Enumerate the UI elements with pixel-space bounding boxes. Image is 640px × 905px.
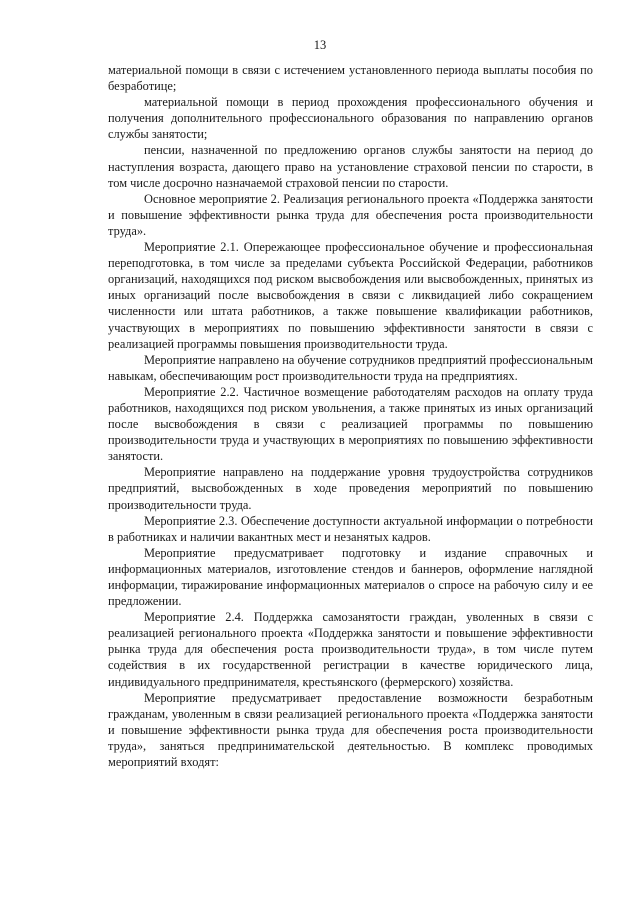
- paragraph: Мероприятие направлено на поддержание уровня трудоустройства сотрудников предприятий, высвобожденных в ходе проведения мероприятий по повышению производительности труда.: [108, 465, 593, 512]
- paragraph: Мероприятие предусматривает предоставление возможности безработным гражданам, уволенным в связи реализацией регионального проекта «Поддержка занятости и повышение эффективности рынка труда для обеспечения роста производительности труда», заняться предпринимательской деятельностью. В комплекс проводимых мероприятий входят:: [108, 690, 593, 770]
- paragraph: Мероприятие предусматривает подготовку и издание справочных и информационных материалов, изготовление стендов и баннеров, оформление наглядной информации, тиражирование информационных материалов о спросе на рабочую силу и ее предложении.: [108, 545, 593, 609]
- paragraph: пенсии, назначенной по предложению органов службы занятости на период до наступления возраста, дающего право на установление страховой пенсии по старости, в том числе досрочно назначаемой страховой пенсии по старости.: [108, 143, 593, 190]
- page-number: 13: [313, 38, 327, 52]
- paragraph: Мероприятие 2.1. Опережающее профессиональное обучение и профессиональная переподготовка, в том числе за пределами субъекта Российской Федерации, работников организаций, находящихся под риском высвобождения или высвобожденных, принятых из иных организаций после высвобождения в связи с ликвидацией либо сокращением численности или штата работников, а также повышение квалификации работников, участвующих в мероприятиях по повышению эффективности занятости в связи с реализацией программы повышения производительности труда.: [108, 240, 593, 351]
- paragraph: Мероприятие направлено на обучение сотрудников предприятий профессиональным навыкам, обеспечивающим рост производительности труда на предприятиях.: [108, 352, 593, 383]
- paragraph: материальной помощи в связи с истечением установленного периода выплаты пособия по безработице;: [108, 63, 593, 94]
- paragraph: Мероприятие 2.4. Поддержка самозанятости граждан, уволенных в связи с реализацией регионального проекта «Поддержка занятости и повышение эффективности рынка труда для обеспечения роста производительности труда», в том числе путем содействия в их государственной регистрации в качестве юридического лица, индивидуального предпринимателя, крестьянского (фермерского) хозяйства.: [108, 610, 593, 689]
- paragraph: Мероприятие 2.2. Частичное возмещение работодателям расходов на оплату труда работников, находящихся под риском увольнения, а также принятых из иных организаций после высвобождения в связи с реализацией программы по повышению производительности труда и участвующих в мероприятиях по повышению эффективности занятости.: [108, 384, 593, 464]
- paragraph: Мероприятие 2.3. Обеспечение доступности актуальной информации о потребности в работниках и наличии вакантных мест и незанятых кадров.: [108, 513, 593, 544]
- document-body: [108, 62, 593, 770]
- paragraph: Основное мероприятие 2. Реализация регионального проекта «Поддержка занятости и повышение эффективности рынка труда для обеспечения роста производительности труда».: [108, 191, 593, 238]
- paragraph: материальной помощи в период прохождения профессионального обучения и получения дополнительного профессионального образования по направлению органов службы занятости;: [108, 95, 593, 142]
